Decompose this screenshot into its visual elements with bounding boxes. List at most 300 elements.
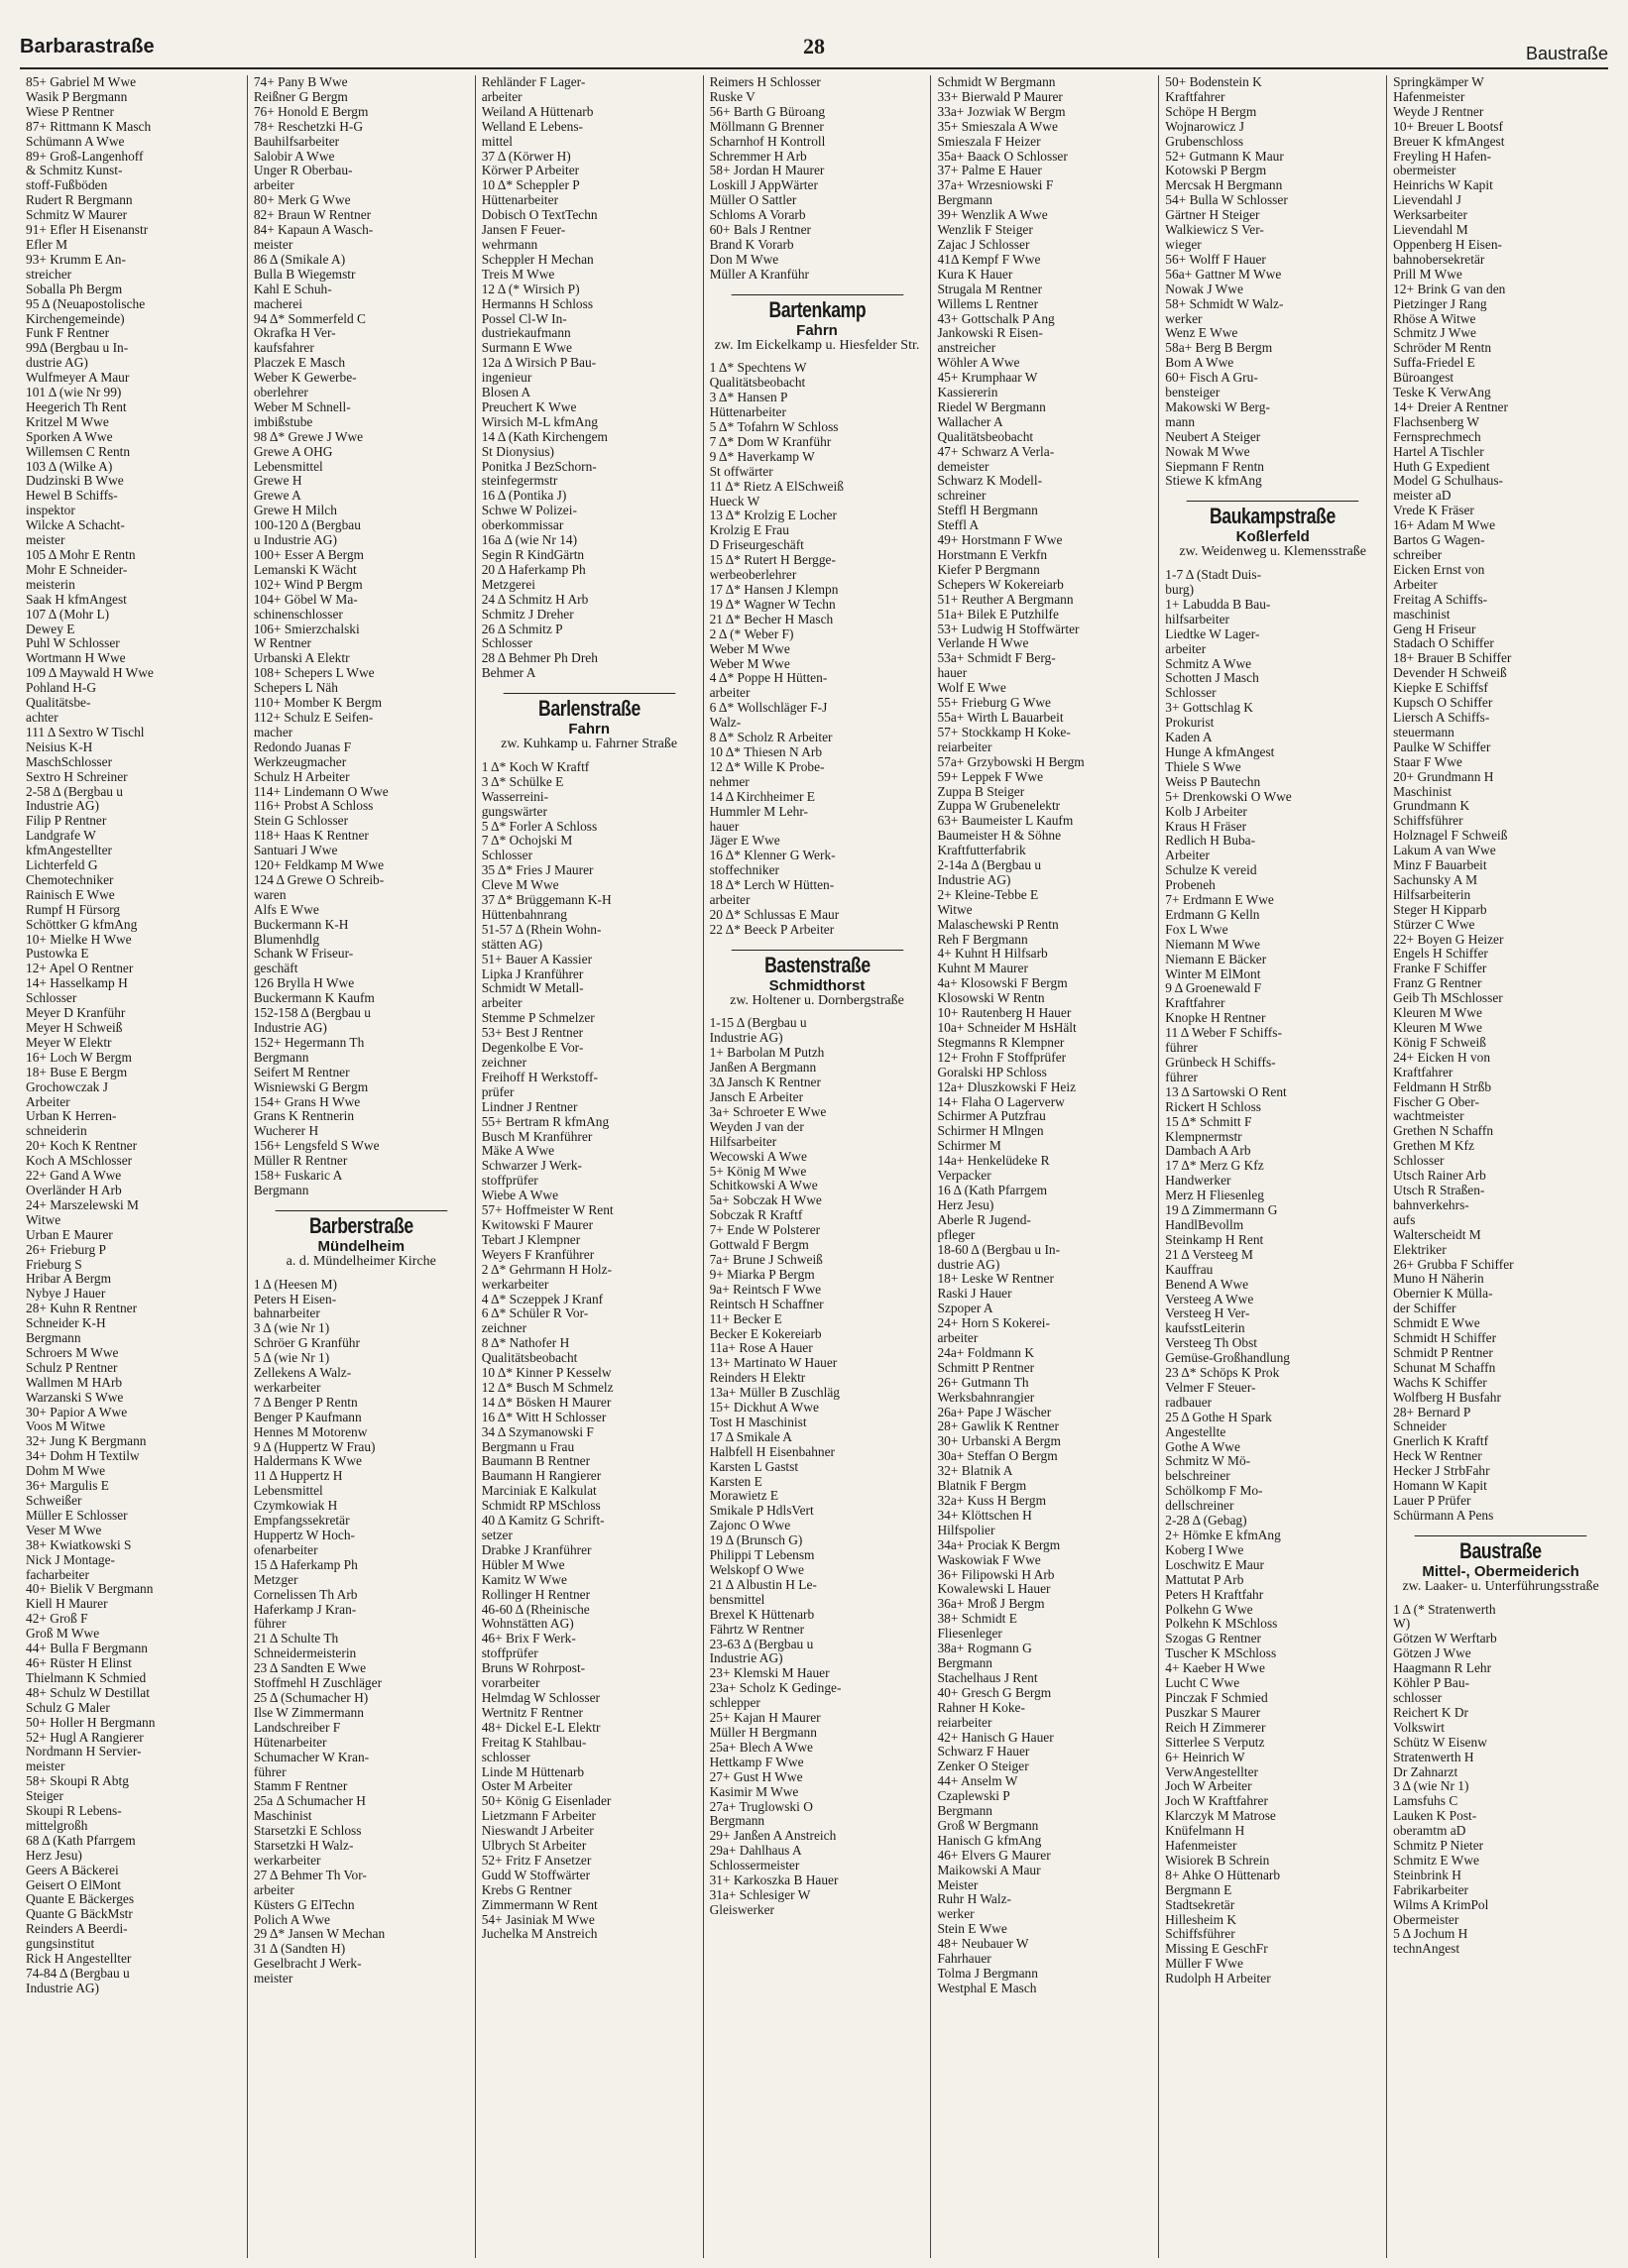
directory-entry: 18 Δ* Lerch W Hütten-	[709, 878, 835, 893]
directory-entry: Liersch A Schiffs-	[1393, 710, 1490, 725]
directory-entry: Benend A Wwe	[1165, 1277, 1249, 1292]
directory-entry: meister	[253, 237, 293, 252]
directory-entry: 51+ Reuther A Bergmann	[937, 592, 1074, 607]
directory-entry: Efler M	[26, 237, 68, 252]
directory-entry: Wilms A KrimPol	[1393, 1897, 1489, 1912]
directory-entry: 53+ Best J Rentner	[481, 1026, 584, 1041]
directory-entry: 38a+ Rogmann G	[937, 1642, 1032, 1656]
directory-entry: 13+ Martinato W Hauer	[709, 1356, 838, 1371]
directory-entry: 11 Δ Huppertz H	[253, 1469, 343, 1484]
directory-entry: Herz Jesu)	[26, 1848, 82, 1863]
directory-entry: Geib Th MSchlosser	[1393, 991, 1503, 1006]
directory-entry: Grewe A	[253, 489, 301, 504]
directory-entry: Possel Cl-W In-	[481, 311, 567, 326]
directory-entry: Fernsprechmech	[1393, 429, 1481, 444]
directory-entry: Busch M Kranführer	[481, 1129, 593, 1144]
directory-entry: Jansen F Feuer-	[481, 223, 566, 238]
directory-entry: Morawietz E	[709, 1489, 779, 1504]
directory-entry: 36+ Margulis E	[26, 1479, 109, 1494]
directory-entry: 56+ Barth G Büroang	[709, 104, 826, 119]
directory-entry: Mäke A Wwe	[481, 1144, 555, 1159]
directory-entry: Linde M Hüttenarb	[481, 1764, 585, 1779]
directory-entry: 38+ Schmidt E	[937, 1612, 1017, 1627]
directory-entry: Volkswirt	[1393, 1720, 1445, 1735]
directory-entry: 14+ Dreier A Rentner	[1393, 399, 1508, 414]
directory-entry: Wisiorek B Schrein	[1165, 1853, 1270, 1868]
directory-entry: Wohnstätten AG)	[481, 1617, 574, 1632]
directory-entry: König F Schweiß	[1393, 1035, 1486, 1050]
directory-entry: Dobisch O TextTechn	[481, 208, 598, 223]
directory-entry: schinenschlosser	[253, 607, 343, 622]
directory-entry: Benger P Kaufmann	[253, 1410, 362, 1424]
directory-entry: maschinist	[1393, 607, 1451, 622]
directory-entry: meisterin	[26, 577, 75, 592]
directory-entry: Tuscher K MSchloss	[1165, 1646, 1277, 1661]
directory-entry: meister	[26, 533, 65, 548]
directory-entry: Filip P Rentner	[26, 814, 107, 829]
directory-entry: Grünbeck H Schiffs-	[1165, 1056, 1276, 1070]
directory-column	[704, 75, 932, 2258]
directory-entry: 49+ Horstmann F Wwe	[937, 533, 1063, 548]
directory-entry: Schiffsführer	[1393, 814, 1463, 829]
directory-entry: 74+ Pany B Wwe	[253, 75, 348, 89]
directory-entry: Wisniewski G Bergm	[253, 1079, 369, 1094]
directory-entry: setzer	[481, 1529, 513, 1542]
directory-entry: Walz-	[709, 716, 742, 731]
directory-entry: Industrie AG)	[253, 1021, 327, 1035]
directory-entry: 31 Δ (Sandten H)	[253, 1942, 346, 1957]
directory-entry: Stein G Schlosser	[253, 814, 349, 829]
directory-entry: Meyer D Kranführ	[26, 1006, 126, 1021]
directory-entry: Schlosser	[481, 849, 533, 863]
directory-entry: Tolma J Bergmann	[937, 1967, 1038, 1981]
directory-entry: Buckermann K Kaufm	[253, 991, 375, 1006]
directory-entry: Puszkar S Maurer	[1165, 1705, 1261, 1720]
directory-entry: Angestellte	[1165, 1424, 1226, 1439]
directory-entry: 40+ Gresch G Bergm	[937, 1685, 1052, 1700]
directory-entry: Grundmann K	[1393, 799, 1470, 814]
directory-entry: 34a+ Prociak K Bergm	[937, 1537, 1061, 1552]
directory-entry: Schank W Friseur-	[253, 947, 354, 962]
directory-entry: Model G Schulhaus-	[1393, 474, 1503, 489]
directory-entry: 57+ Hoffmeister W Rent	[481, 1203, 614, 1218]
directory-entry: 89+ Groß-Langenhoff	[26, 149, 144, 164]
directory-entry: steinfegermstr	[481, 474, 558, 489]
directory-entry: Loschwitz E Maur	[1165, 1557, 1264, 1572]
district-name: Fahrn	[568, 721, 610, 738]
directory-entry: Mercsak H Bergmann	[1165, 178, 1283, 193]
directory-entry: 156+ Lengsfeld S Wwe	[253, 1139, 380, 1154]
directory-entry: anstreicher	[937, 341, 996, 356]
directory-entry: Lakum A van Wwe	[1393, 844, 1496, 858]
directory-entry: Schmitz J Dreher	[481, 607, 574, 622]
directory-entry: arbeiter	[253, 178, 294, 193]
directory-entry: Hribar A Bergm	[26, 1272, 112, 1287]
directory-entry: Waskowiak F Wwe	[937, 1552, 1041, 1567]
directory-entry: VerwAngestellter	[1165, 1764, 1258, 1779]
directory-entry: 27+ Gust H Wwe	[709, 1769, 803, 1784]
directory-entry: 94 Δ* Sommerfeld C	[253, 311, 366, 326]
directory-entry: Westphal E Masch	[937, 1981, 1037, 1995]
directory-entry: mittel	[481, 134, 513, 149]
directory-entry: Werkzeugmacher	[253, 754, 347, 769]
directory-entry: pfleger	[937, 1227, 976, 1242]
directory-entry: kfmAngestellter	[26, 844, 113, 858]
directory-entry: Rehländer F Lager-	[481, 75, 586, 89]
directory-entry: meister	[253, 1972, 293, 1986]
directory-entry: Reinders A Beerdi-	[26, 1922, 128, 1937]
directory-entry: 19 Δ (Brunsch G)	[709, 1533, 803, 1548]
directory-entry: hauer	[937, 666, 968, 681]
directory-entry: Götzen J Wwe	[1393, 1646, 1471, 1661]
directory-entry: W Rentner	[253, 636, 311, 651]
directory-entry: 116+ Probst A Schloss	[253, 799, 374, 814]
directory-entry: 114+ Lindemann O Wwe	[253, 784, 389, 799]
directory-entry: Hewel B Schiffs-	[26, 489, 118, 504]
directory-entry: Geers A Bäckerei	[26, 1863, 119, 1877]
directory-entry: Starsetzki E Schloss	[253, 1824, 362, 1839]
directory-entry: 50+ Bodenstein K	[1165, 75, 1262, 89]
directory-entry: 11+ Becker E	[709, 1311, 782, 1326]
directory-entry: 39+ Wenzlik A Wwe	[937, 208, 1048, 223]
directory-entry: Quante G BäckMstr	[26, 1907, 133, 1922]
directory-entry: 52+ Fritz F Ansetzer	[481, 1853, 592, 1868]
street-heading: Baustraße	[1415, 1535, 1586, 1559]
directory-entry: Schlosser	[1165, 686, 1217, 701]
directory-entry: 12+ Brink G van den	[1393, 282, 1506, 296]
directory-entry: 24+ Horn S Kokerei-	[937, 1316, 1050, 1331]
directory-entry: 14+ Flaha O Lagerverw	[937, 1094, 1065, 1109]
directory-entry: 38+ Kwiatkowski S	[26, 1537, 132, 1552]
directory-entry: Sitterlee S Verputz	[1165, 1735, 1265, 1750]
directory-entry: Franz G Rentner	[1393, 976, 1482, 991]
directory-entry: mann	[1165, 414, 1196, 429]
directory-entry: 78+ Reschetzki H-G	[253, 119, 364, 134]
directory-entry: werker	[937, 1907, 975, 1922]
directory-entry: Kiefer P Bergmann	[937, 562, 1040, 577]
directory-entry: Hafenmeister	[1393, 89, 1465, 104]
directory-entry: schlosser	[1393, 1690, 1443, 1705]
directory-entry: Wiebe A Wwe	[481, 1189, 559, 1203]
directory-entry: Velmer F Steuer-	[1165, 1380, 1256, 1395]
directory-entry: Hübler M Wwe	[481, 1557, 565, 1572]
directory-entry: 4 Δ* Poppe H Hütten-	[709, 671, 828, 686]
directory-entry: 35 Δ* Fries J Maurer	[481, 863, 594, 878]
directory-entry: Wulfmeyer A Maur	[26, 371, 130, 386]
directory-entry: Springkämper W	[1393, 75, 1484, 89]
directory-entry: 32a+ Kuss H Bergm	[937, 1494, 1047, 1508]
directory-entry: Schwarz K Modell-	[937, 474, 1043, 489]
directory-entry: 11 Δ Weber F Schiffs-	[1165, 1026, 1282, 1041]
directory-entry: Rumpf H Fürsorg	[26, 902, 120, 917]
directory-entry: Hüttenarbeiter	[481, 193, 559, 208]
directory-entry: schlepper	[709, 1696, 760, 1711]
directory-entry: Juchelka M Anstreich	[481, 1927, 598, 1942]
directory-entry: Bergmann	[253, 1183, 309, 1197]
directory-entry: 2+ Kleine-Tebbe E	[937, 887, 1039, 902]
directory-entry: facharbeiter	[26, 1567, 89, 1582]
directory-entry: Schepers L Näh	[253, 681, 338, 696]
directory-entry: Köhler P Bau-	[1393, 1676, 1470, 1691]
directory-entry: Haagmann R Lehr	[1393, 1661, 1492, 1676]
directory-entry: Winter M ElMont	[1165, 966, 1261, 981]
directory-entry: Schlosser	[481, 636, 533, 651]
directory-entry: 152+ Hegermann Th	[253, 1035, 365, 1050]
directory-entry: arbeiter	[937, 1331, 979, 1346]
directory-entry: Horstmann E Verkfn	[937, 548, 1048, 562]
directory-entry: Bulla B Wiegemstr	[253, 267, 356, 282]
directory-entry: 110+ Momber K Bergm	[253, 696, 383, 711]
directory-entry: 55a+ Wirth L Bauarbeit	[937, 710, 1064, 725]
directory-entry: Jansch E Arbeiter	[709, 1090, 804, 1104]
directory-entry: Welland E Lebens-	[481, 119, 584, 134]
directory-entry: macherei	[253, 296, 302, 311]
directory-entry: Schirmer A Putzfrau	[937, 1109, 1046, 1124]
directory-entry: Schwarzer J Werk-	[481, 1159, 583, 1174]
directory-entry: 13a+ Müller B Zuschläg	[709, 1386, 840, 1401]
directory-entry: Krolzig E Frau	[709, 523, 789, 538]
directory-entry: 31a+ Schlesiger W	[709, 1887, 811, 1902]
directory-entry: Redondo Juanas F	[253, 739, 352, 754]
directory-entry: 7+ Ende W Polsterer	[709, 1223, 821, 1238]
directory-entry: 37 Δ* Brüggemann K-H	[481, 893, 612, 908]
directory-entry: 12+ Frohn F Stoffprüfer	[937, 1050, 1067, 1065]
directory-entry: wachtmeister	[1393, 1109, 1464, 1124]
directory-entry: 13 Δ* Krolzig E Locher	[709, 509, 837, 523]
directory-entry: Breuer K kfmAngest	[1393, 134, 1505, 149]
directory-entry: 108+ Schepers L Wwe	[253, 666, 375, 681]
directory-entry: 3a+ Schroeter E Wwe	[709, 1104, 827, 1119]
directory-entry: 21 Δ* Becher H Masch	[709, 612, 834, 626]
directory-entry: Polkehn G Wwe	[1165, 1602, 1253, 1617]
directory-entry: Freihoff H Werkstoff-	[481, 1070, 598, 1084]
directory-entry: Pietzinger J Rang	[1393, 296, 1487, 311]
directory-entry: Brexel K Hüttenarb	[709, 1607, 815, 1622]
directory-entry: Lebensmittel	[253, 459, 323, 474]
directory-entry: Buckermann K-H	[253, 917, 349, 932]
directory-entry: Weiss P Bautechn	[1165, 774, 1261, 789]
directory-entry: Wöhler A Wwe	[937, 356, 1020, 371]
directory-entry: geschäft	[253, 962, 298, 976]
street-heading: Bastenstraße	[731, 950, 902, 973]
directory-entry: werkarbeiter	[481, 1277, 549, 1292]
directory-entry: hauer	[709, 819, 740, 834]
directory-entry: Fährtz W Rentner	[709, 1622, 805, 1637]
directory-entry: 5 Δ (wie Nr 1)	[253, 1351, 330, 1366]
directory-entry: Müller H Bergmann	[709, 1725, 817, 1740]
directory-entry: arbeiter	[709, 686, 751, 701]
directory-entry: 120+ Feldkamp M Wwe	[253, 858, 385, 873]
directory-entry: gungswärter	[481, 804, 547, 819]
directory-entry: Schlossermeister	[709, 1859, 800, 1873]
directory-column	[1159, 75, 1387, 2258]
directory-entry: Janßen A Bergmann	[709, 1061, 817, 1076]
directory-entry: 23+ Klemski M Hauer	[709, 1666, 830, 1681]
directory-entry: 48+ Dickel E-L Elektr	[481, 1720, 601, 1735]
directory-entry: Götzen W Werftarb	[1393, 1632, 1497, 1646]
directory-entry: Sporken A Wwe	[26, 429, 113, 444]
directory-entry: Krebs G Rentner	[481, 1882, 572, 1897]
directory-entry: 8 Δ* Nathofer H	[481, 1336, 570, 1351]
directory-entry: Reintsch H Schaffner	[709, 1297, 824, 1311]
directory-entry: 3 Δ (wie Nr 1)	[1393, 1779, 1469, 1794]
directory-entry: 12 Δ* Busch M Schmelz	[481, 1380, 614, 1395]
directory-entry: 9 Δ Groenewald F	[1165, 981, 1262, 996]
directory-entry: Voos M Witwe	[26, 1419, 106, 1434]
directory-entry: Pohland H-G	[26, 681, 97, 696]
directory-entry: Zellekens A Walz-	[253, 1366, 352, 1381]
directory-entry: 34 Δ Szymanowski F	[481, 1424, 594, 1439]
directory-entry: Schmitz E Wwe	[1393, 1853, 1479, 1868]
directory-entry: Reichert K Dr	[1393, 1705, 1469, 1720]
directory-entry: Industrie AG)	[26, 1981, 100, 1995]
directory-entry: 28+ Kuhn R Rentner	[26, 1302, 138, 1316]
street-range: zw. Im Eickelkamp u. Hiesfelder Str.	[714, 337, 920, 353]
directory-entry: Neisius K-H	[26, 739, 93, 754]
directory-entry: Schroers M Wwe	[26, 1345, 119, 1360]
directory-entry: Rudolph H Arbeiter	[1165, 1972, 1271, 1986]
directory-entry: Herz Jesu)	[937, 1197, 994, 1212]
directory-entry: Lietzmann F Arbeiter	[481, 1809, 596, 1824]
directory-entry: Witwe	[937, 902, 973, 917]
directory-entry: Soballa Ph Bergm	[26, 282, 123, 296]
directory-entry: 11 Δ* Rietz A ElSchweiß	[709, 479, 844, 494]
directory-entry: 100+ Esser A Bergm	[253, 548, 364, 562]
directory-entry: Schümann A Wwe	[26, 134, 125, 149]
directory-entry: Lebensmittel	[253, 1484, 323, 1499]
directory-entry: Reißner G Bergm	[253, 89, 348, 104]
directory-entry: Kiell H Maurer	[26, 1597, 108, 1612]
directory-entry: Qualitätsbe-	[26, 696, 91, 711]
directory-entry: Bauhilfsarbeiter	[253, 134, 340, 149]
directory-entry: inspektor	[26, 504, 75, 518]
directory-entry: & Schmitz Kunst-	[26, 164, 123, 178]
directory-entry: 59+ Leppek F Wwe	[937, 769, 1044, 784]
directory-entry: 3+ Gottschlag K	[1165, 701, 1253, 716]
directory-entry: 32+ Blatnik A	[937, 1464, 1013, 1479]
directory-entry: 7 Δ* Dom W Kranführ	[709, 434, 832, 449]
directory-entry: 55+ Frieburg G Wwe	[937, 696, 1051, 711]
directory-entry: Gudd W Stoffwärter	[481, 1868, 591, 1882]
directory-entry: 51a+ Bilek E Putzhilfe	[937, 607, 1059, 622]
directory-entry: Erdmann G Kelln	[1165, 907, 1260, 922]
directory-entry: Klempnermstr	[1165, 1129, 1242, 1144]
directory-entry: 1 Δ (* Stratenwerth	[1393, 1602, 1496, 1617]
directory-entry: 21 Δ Schulte Th	[253, 1632, 339, 1646]
directory-entry: Niemann M Wwe	[1165, 937, 1260, 952]
directory-entry: 53+ Ludwig H Stoffwärter	[937, 622, 1080, 636]
directory-entry: Dambach A Arb	[1165, 1144, 1251, 1159]
directory-entry: radbauer	[1165, 1395, 1213, 1410]
directory-entry: Bergmann	[26, 1331, 81, 1346]
directory-entry: Ilse W Zimmermann	[253, 1705, 364, 1720]
directory-entry: 80+ Merk G Wwe	[253, 193, 351, 208]
directory-entry: Hillesheim K	[1165, 1912, 1237, 1927]
directory-entry: Nick J Montage-	[26, 1552, 115, 1567]
directory-entry: 12 Δ (* Wirsich P)	[481, 282, 580, 296]
directory-entry: 31+ Karkoszka B Hauer	[709, 1873, 839, 1888]
directory-entry: 57a+ Grzybowski H Bergm	[937, 754, 1085, 769]
directory-entry: bahnverkehrs-	[1393, 1197, 1469, 1212]
directory-entry: 4a+ Klosowski F Bergm	[937, 976, 1068, 991]
directory-entry: Schöttker G kfmAng	[26, 917, 138, 932]
directory-entry: 58a+ Berg B Bergm	[1165, 341, 1273, 356]
directory-entry: meister aD	[1393, 489, 1452, 504]
directory-entry: Wiese P Rentner	[26, 104, 114, 119]
directory-entry: Qualitätsbeobacht	[481, 1351, 578, 1366]
directory-entry: Saak H kfmAngest	[26, 592, 127, 607]
directory-entry: Schneider K-H	[26, 1316, 106, 1331]
directory-entry: Müller A Kranführ	[709, 267, 809, 282]
directory-entry: Franke F Schiffer	[1393, 962, 1487, 976]
directory-entry: 30+ Papior A Wwe	[26, 1405, 128, 1419]
directory-entry: 40 Δ Kamitz G Schrift-	[481, 1514, 605, 1529]
directory-entry: kaufsfahrer	[253, 341, 314, 356]
directory-entry: 23 Δ* Schöps K Prok	[1165, 1366, 1280, 1381]
directory-entry: 10+ Mielke H Wwe	[26, 932, 132, 947]
directory-entry: Probeneh	[1165, 878, 1216, 893]
directory-entry: 109 Δ Maywald H Wwe	[26, 666, 154, 681]
directory-entry: 91+ Efler H Eisenanstr	[26, 223, 149, 238]
directory-entry: 54+ Bulla W Schlosser	[1165, 193, 1288, 208]
directory-entry: waren	[253, 887, 287, 902]
directory-entry: Maschinist	[1393, 784, 1452, 799]
directory-entry: 17 Δ* Hansen J Klempn	[709, 583, 839, 597]
directory-entry: 18+ Buse E Bergm	[26, 1065, 128, 1079]
directory-entry: 10a+ Schneider M HsHält	[937, 1021, 1077, 1035]
street-range: a. d. Mündelheimer Kirche	[286, 1253, 436, 1269]
directory-entry: Schulze K vereid	[1165, 863, 1257, 878]
directory-entry: Segin R KindGärtn	[481, 548, 585, 562]
directory-entry: 18+ Leske W Rentner	[937, 1272, 1054, 1287]
directory-entry: 11a+ Rose A Hauer	[709, 1341, 813, 1356]
directory-entry: 8 Δ* Scholz R Arbeiter	[709, 731, 833, 745]
directory-entry: Szogas G Rentner	[1165, 1632, 1261, 1646]
directory-entry: 10 Δ* Thiesen N Arb	[709, 744, 823, 759]
directory-entry: Schweißer	[26, 1494, 82, 1508]
directory-entry: Karsten E	[709, 1474, 762, 1489]
directory-entry: Stratenwerth H	[1393, 1750, 1474, 1764]
directory-entry: 42+ Hanisch G Hauer	[937, 1730, 1054, 1745]
directory-entry: Bergmann	[937, 193, 992, 208]
directory-entry: Schloms A Vorarb	[709, 208, 806, 223]
directory-entry: Schmitz W Mö-	[1165, 1454, 1251, 1469]
directory-entry: Schumacher W Kran-	[253, 1750, 370, 1764]
directory-entry: 9+ Miarka P Bergm	[709, 1267, 815, 1282]
directory-entry: Hilfspolier	[937, 1523, 995, 1537]
directory-entry: Groß W Bergmann	[937, 1818, 1039, 1833]
directory-entry: 7+ Erdmann E Wwe	[1165, 893, 1274, 908]
directory-entry: 13 Δ Sartowski O Rent	[1165, 1084, 1287, 1099]
directory-entry: 4+ Kuhnt H Hilfsarb	[937, 947, 1048, 962]
directory-entry: Klosowski W Rentn	[937, 991, 1045, 1006]
directory-entry: Kraftfahrer	[1165, 89, 1225, 104]
directory-entry: nehmer	[709, 774, 750, 789]
directory-entry: Makowski W Berg-	[1165, 399, 1270, 414]
directory-entry: Polkehn K MSchloss	[1165, 1617, 1278, 1632]
directory-entry: Grethen N Schaffn	[1393, 1124, 1494, 1139]
directory-entry: Industrie AG)	[937, 872, 1011, 887]
directory-entry: Büroangest	[1393, 371, 1454, 386]
directory-entry: Malaschewski P Rentn	[937, 917, 1059, 932]
directory-entry: Huppertz W Hoch-	[253, 1529, 355, 1542]
directory-entry: Rickert H Schloss	[1165, 1099, 1261, 1114]
directory-entry: 25+ Kajan H Maurer	[709, 1711, 821, 1726]
directory-entry: Dr Zahnarzt	[1393, 1764, 1458, 1779]
directory-entry: Missing E GeschFr	[1165, 1942, 1268, 1957]
directory-entry: Freyling H Hafen-	[1393, 149, 1492, 164]
directory-entry: führer	[253, 1617, 287, 1632]
